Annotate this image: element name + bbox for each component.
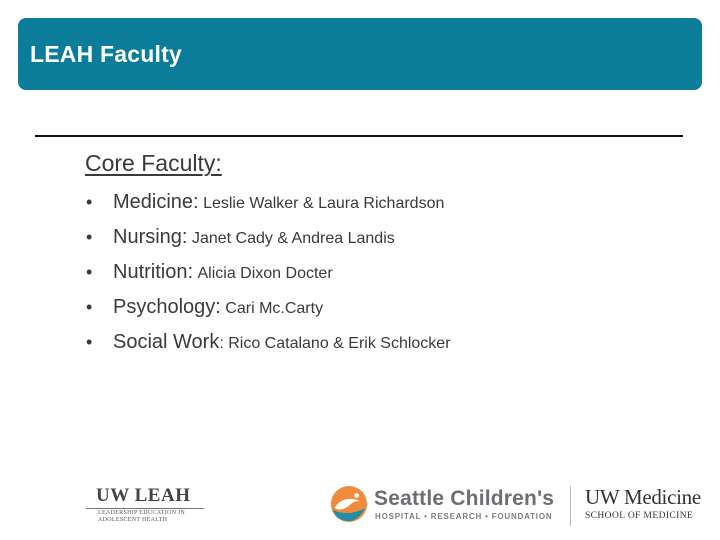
uw-leah-logo xyxy=(86,486,204,526)
bullet-icon: • xyxy=(86,227,93,247)
title-bar xyxy=(18,18,702,90)
list-item xyxy=(86,191,451,226)
faculty-list xyxy=(86,191,451,366)
faculty-names: : Rico Catalano & Erik Schlocker xyxy=(219,335,451,352)
seattle-childrens-logo-text: Seattle Children's xyxy=(374,487,555,510)
section-heading: Core Faculty: xyxy=(85,150,222,176)
uw-leah-logo-subtitle: ADOLESCENT HEALTH xyxy=(98,517,168,523)
bullet-icon: • xyxy=(86,332,93,352)
list-item xyxy=(86,296,451,331)
role-label: Nursing: xyxy=(113,226,188,248)
role-label: Medicine: xyxy=(113,191,199,213)
slide-title: LEAH Faculty xyxy=(30,40,182,67)
seattle-childrens-logo xyxy=(330,485,560,525)
uw-leah-logo-text: UW LEAH xyxy=(96,485,191,506)
uw-leah-logo-subtitle: LEADERSHIP EDUCATION IN xyxy=(98,510,186,516)
uw-medicine-logo xyxy=(585,486,715,526)
list-item xyxy=(86,331,451,366)
faculty-names: Cari Mc.Carty xyxy=(225,300,324,317)
seattle-childrens-logo-subtitle: HOSPITAL • RESEARCH • FOUNDATION xyxy=(375,512,553,521)
role-label: Nutrition: xyxy=(113,261,194,283)
role-label: Social Work xyxy=(113,331,220,353)
bullet-icon: • xyxy=(86,297,93,317)
faculty-names: Leslie Walker & Laura Richardson xyxy=(203,195,445,212)
faculty-names: Janet Cady & Andrea Landis xyxy=(191,230,395,247)
list-item xyxy=(86,226,451,261)
uw-medicine-logo-text: UW Medicine xyxy=(585,485,701,509)
uw-medicine-logo-subtitle: SCHOOL OF MEDICINE xyxy=(585,511,694,521)
faculty-names: Alicia Dixon Docter xyxy=(197,265,333,282)
role-label: Psychology: xyxy=(113,296,221,318)
uw-leah-logo-rule xyxy=(86,508,204,509)
bullet-icon: • xyxy=(86,192,93,212)
horizontal-rule xyxy=(35,135,683,137)
seattle-childrens-whale-icon xyxy=(330,485,368,523)
bullet-icon: • xyxy=(86,262,93,282)
list-item xyxy=(86,261,451,296)
logo-divider xyxy=(570,486,571,526)
